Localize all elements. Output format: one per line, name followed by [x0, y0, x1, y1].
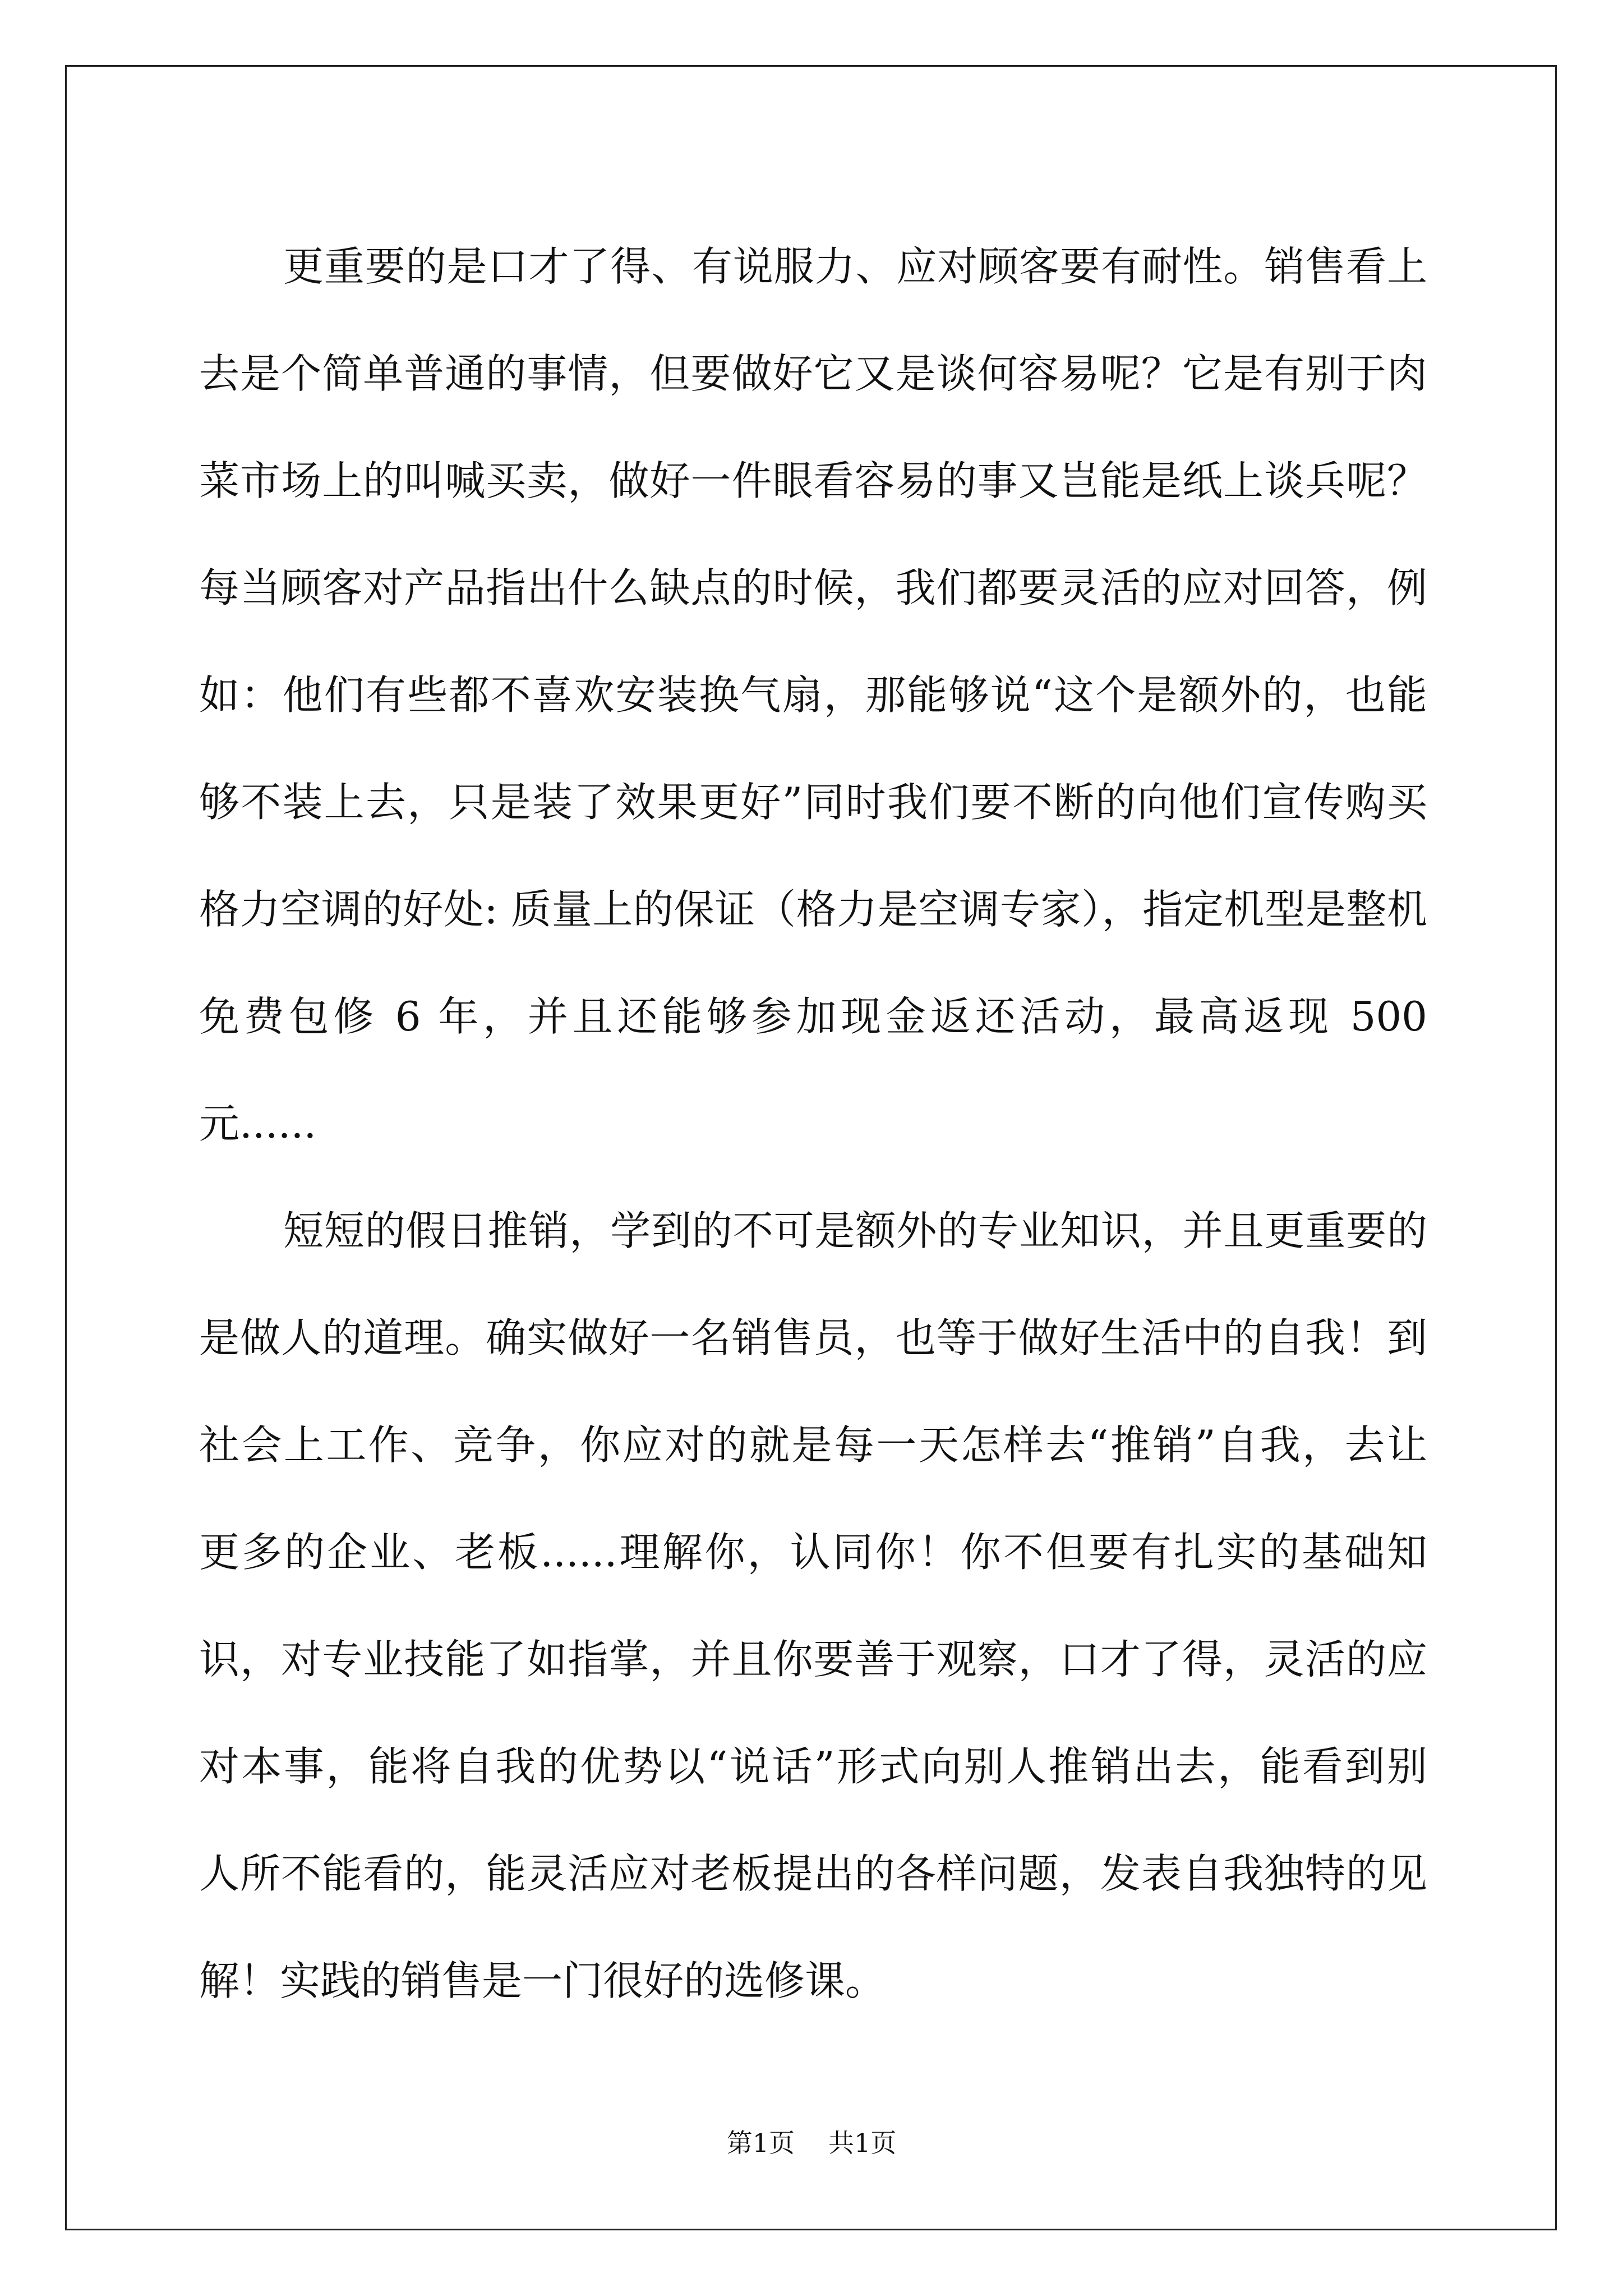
page-number: 第1页: [726, 2128, 795, 2158]
page-footer: [0, 2126, 1623, 2160]
paragraph-2-line-5: 识，对专业技能了如指掌，并且你要善于观察，口才了得，灵活的应: [199, 1636, 1427, 1683]
paragraph-1-line-9: 元......: [199, 1100, 317, 1147]
paragraph-1-line-2: 去是个简单普通的事情，但要做好它又是谈何容易呢？它是有别于肉: [199, 350, 1427, 397]
paragraph-2-line-4: 更多的企业、老板......理解你，认同你！你不但要有扎实的基础知: [199, 1529, 1427, 1576]
paragraph-2-line-2: 是做人的道理。确实做好一名销售员，也等于做好生活中的自我！到: [199, 1314, 1427, 1361]
paragraph-1-line-3: 菜市场上的叫喊买卖，做好一件眼看容易的事又岂能是纸上谈兵呢？: [199, 457, 1427, 504]
paragraph-1-line-8: 免费包修 6 年，并且还能够参加现金返还活动，最高返现 500: [199, 993, 1427, 1040]
paragraph-2-line-7: 人所不能看的，能灵活应对老板提出的各样问题，发表自我独特的见: [199, 1850, 1427, 1897]
paragraph-2-line-1: 短短的假日推销，学到的不可是额外的专业知识，并且更重要的: [283, 1207, 1427, 1254]
paragraph-1-line-4: 每当顾客对产品指出什么缺点的时候，我们都要灵活的应对回答，例: [199, 564, 1427, 611]
paragraph-1-line-6: 够不装上去，只是装了效果更好”同时我们要不断的向他们宣传购买: [199, 779, 1427, 826]
paragraph-1-line-7: 格力空调的好处: 质量上的保证（格力是空调专家），指定机型是整机: [199, 886, 1427, 933]
document-body: [199, 213, 1427, 2035]
paragraph-2-line-8: 解！实践的销售是一门很好的选修课。: [199, 1957, 886, 2004]
page-total: 共1页: [828, 2128, 897, 2158]
paragraph-2-line-3: 社会上工作、竞争，你应对的就是每一天怎样去“推销”自我，去让: [199, 1421, 1427, 1469]
paragraph-2-line-6: 对本事，能将自我的优势以“说话”形式向别人推销出去，能看到别: [199, 1743, 1427, 1790]
paragraph-1-line-1: 更重要的是口才了得、有说服力、应对顾客要有耐性。销售看上: [283, 243, 1427, 290]
paragraph-1-line-5: 如：他们有些都不喜欢安装换气扇，那能够说“这个是额外的，也能: [199, 671, 1427, 719]
